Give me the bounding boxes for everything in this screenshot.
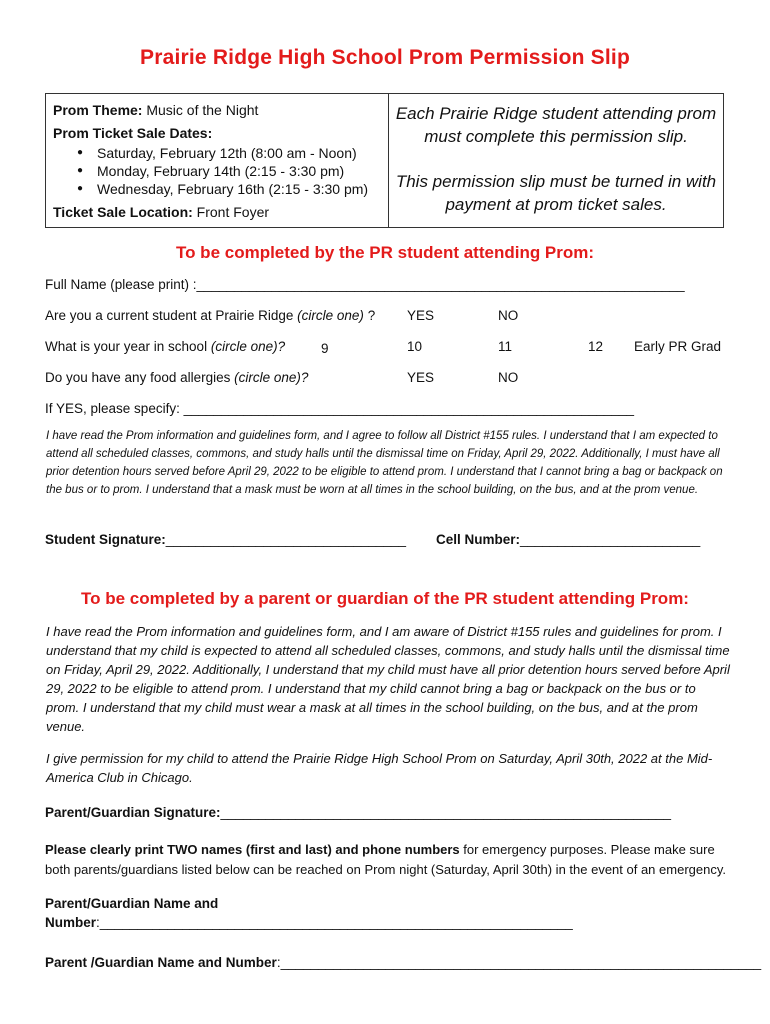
instruction-note: This permission slip must be turned in with payment at prom ticket sales. bbox=[395, 172, 717, 214]
student-agreement: I have read the Prom information and guidelines form, and I agree to follow all District #155 rules. I understand that I am expected to attend all scheduled classes, commons, and study halls until the dismissal time on Friday, April 29, 2022. Additionally, I must have all prior detention hours served before April 29, 2022 to be eligible to attend prom. I understand that I cannot bring a bag or backpack on the bus or to prom. I understand that a mask must be worn at all times in the school building, on the bus, and at the prom venue. bbox=[46, 430, 723, 496]
year-option[interactable]: 10 bbox=[407, 339, 423, 354]
dates-heading bbox=[53, 124, 383, 144]
info-box bbox=[45, 93, 724, 228]
contact1-label: Parent/Guardian Name and bbox=[45, 896, 219, 911]
signature-label: Parent/Guardian Signature: bbox=[45, 805, 221, 820]
parent-section-heading: To be completed by a parent or guardian of the PR student attending Prom: bbox=[81, 589, 689, 608]
instruction-note: Each Prairie Ridge student attending prom must complete this permission slip. bbox=[395, 104, 717, 146]
full-name-field[interactable]: Full Name (please print) :_________________________________________________________________ bbox=[45, 277, 685, 292]
dates-label: Prom Ticket Sale Dates: bbox=[53, 125, 213, 141]
parent-agreement: I have read the Prom information and guidelines form, and I am aware of District #155 rules and guidelines for prom. I understand that my child is expected to attend all scheduled classes, commons, and study halls until the dismissal time on Friday, April 29, 2022. Additionally, I understand that my child must have all prior detention hours served before April 29, 2022 to be eligible to attend prom. I understand that my child cannot bring a bag or backpack on the bus or to prom. I understand that my child must wear a mask at all times in the school building, on the bus, and at the prom venue. bbox=[46, 624, 730, 734]
question-text: Do you have any food allergies bbox=[45, 370, 231, 385]
theme-value: Music of the Night bbox=[146, 102, 259, 118]
question-end: ? bbox=[367, 308, 376, 323]
signature-line: ________________________________ bbox=[165, 532, 407, 547]
contact2-field[interactable] bbox=[45, 955, 761, 970]
question-text: Are you a current student at Prairie Ridge bbox=[45, 308, 294, 323]
cell-line: ________________________ bbox=[520, 532, 701, 547]
parent-permission: I give permission for my child to attend the Prairie Ridge High School Prom on Saturday, April 30th, 2022 at the Mid-America Club in Chicago. bbox=[46, 751, 713, 785]
page-title: Prairie Ridge High School Prom Permission Slip bbox=[140, 46, 630, 69]
emergency-bold: Please clearly print TWO names (first and last) and phone numbers bbox=[45, 842, 460, 857]
parent-signature-field[interactable] bbox=[45, 805, 671, 820]
question-hint: (circle one)? bbox=[210, 339, 286, 354]
year-option[interactable]: Early PR Grad bbox=[634, 339, 722, 354]
student-signature-field[interactable] bbox=[45, 532, 406, 547]
location-value: Front Foyer bbox=[196, 204, 270, 220]
allergy-question bbox=[45, 370, 308, 385]
prom-theme bbox=[53, 101, 383, 121]
question-hint: (circle one) bbox=[297, 308, 364, 323]
allergy-no[interactable]: NO bbox=[498, 370, 519, 385]
student-section-heading: To be completed by the PR student attending Prom: bbox=[175, 243, 595, 262]
sale-date: ● Monday, February 14th (2:15 - 3:30 pm) bbox=[97, 162, 383, 180]
location-label: Ticket Sale Location: bbox=[53, 204, 193, 220]
sale-dates-list bbox=[53, 144, 383, 198]
emergency-instructions bbox=[45, 840, 735, 880]
emergency-rest: for emergency purposes. Please make sure both parents/guardians listed below can be reached on Prom night (Saturday, April 30th) in the event of an emergency. bbox=[45, 842, 726, 877]
contact2-line: :________________________________________________________________ bbox=[276, 955, 762, 970]
contact1-field[interactable] bbox=[45, 915, 573, 930]
question-text: What is your year in school bbox=[45, 339, 208, 354]
sale-location bbox=[53, 203, 383, 223]
year-question bbox=[45, 339, 285, 354]
current-student-yes[interactable]: YES bbox=[407, 308, 435, 323]
contact1-number-label: Number bbox=[45, 915, 97, 930]
year-option[interactable]: 12 bbox=[588, 339, 604, 354]
allergy-specify-field[interactable]: If YES, please specify: ____________________________________________________________ bbox=[45, 401, 635, 416]
sale-date: ● Saturday, February 12th (8:00 am - Noon) bbox=[97, 144, 383, 162]
current-student-no[interactable]: NO bbox=[498, 308, 519, 323]
current-student-question bbox=[45, 308, 375, 323]
question-hint: (circle one)? bbox=[234, 370, 309, 385]
contact1-line: :_______________________________________________________________ bbox=[96, 915, 573, 930]
cell-number-field[interactable] bbox=[436, 532, 700, 547]
signature-line: ____________________________________________________________ bbox=[220, 805, 672, 820]
year-option[interactable]: 11 bbox=[498, 339, 513, 354]
contact2-label: Parent /Guardian Name and Number bbox=[45, 955, 277, 970]
theme-label: Prom Theme: bbox=[53, 102, 143, 118]
ticket-info bbox=[53, 101, 383, 223]
allergy-yes[interactable]: YES bbox=[407, 370, 435, 385]
cell-label: Cell Number: bbox=[436, 532, 521, 547]
sale-date: ● Wednesday, February 16th (2:15 - 3:30 pm) bbox=[97, 180, 383, 198]
signature-label: Student Signature: bbox=[45, 532, 166, 547]
instructions bbox=[389, 102, 723, 238]
year-option[interactable]: 9 bbox=[321, 341, 329, 356]
